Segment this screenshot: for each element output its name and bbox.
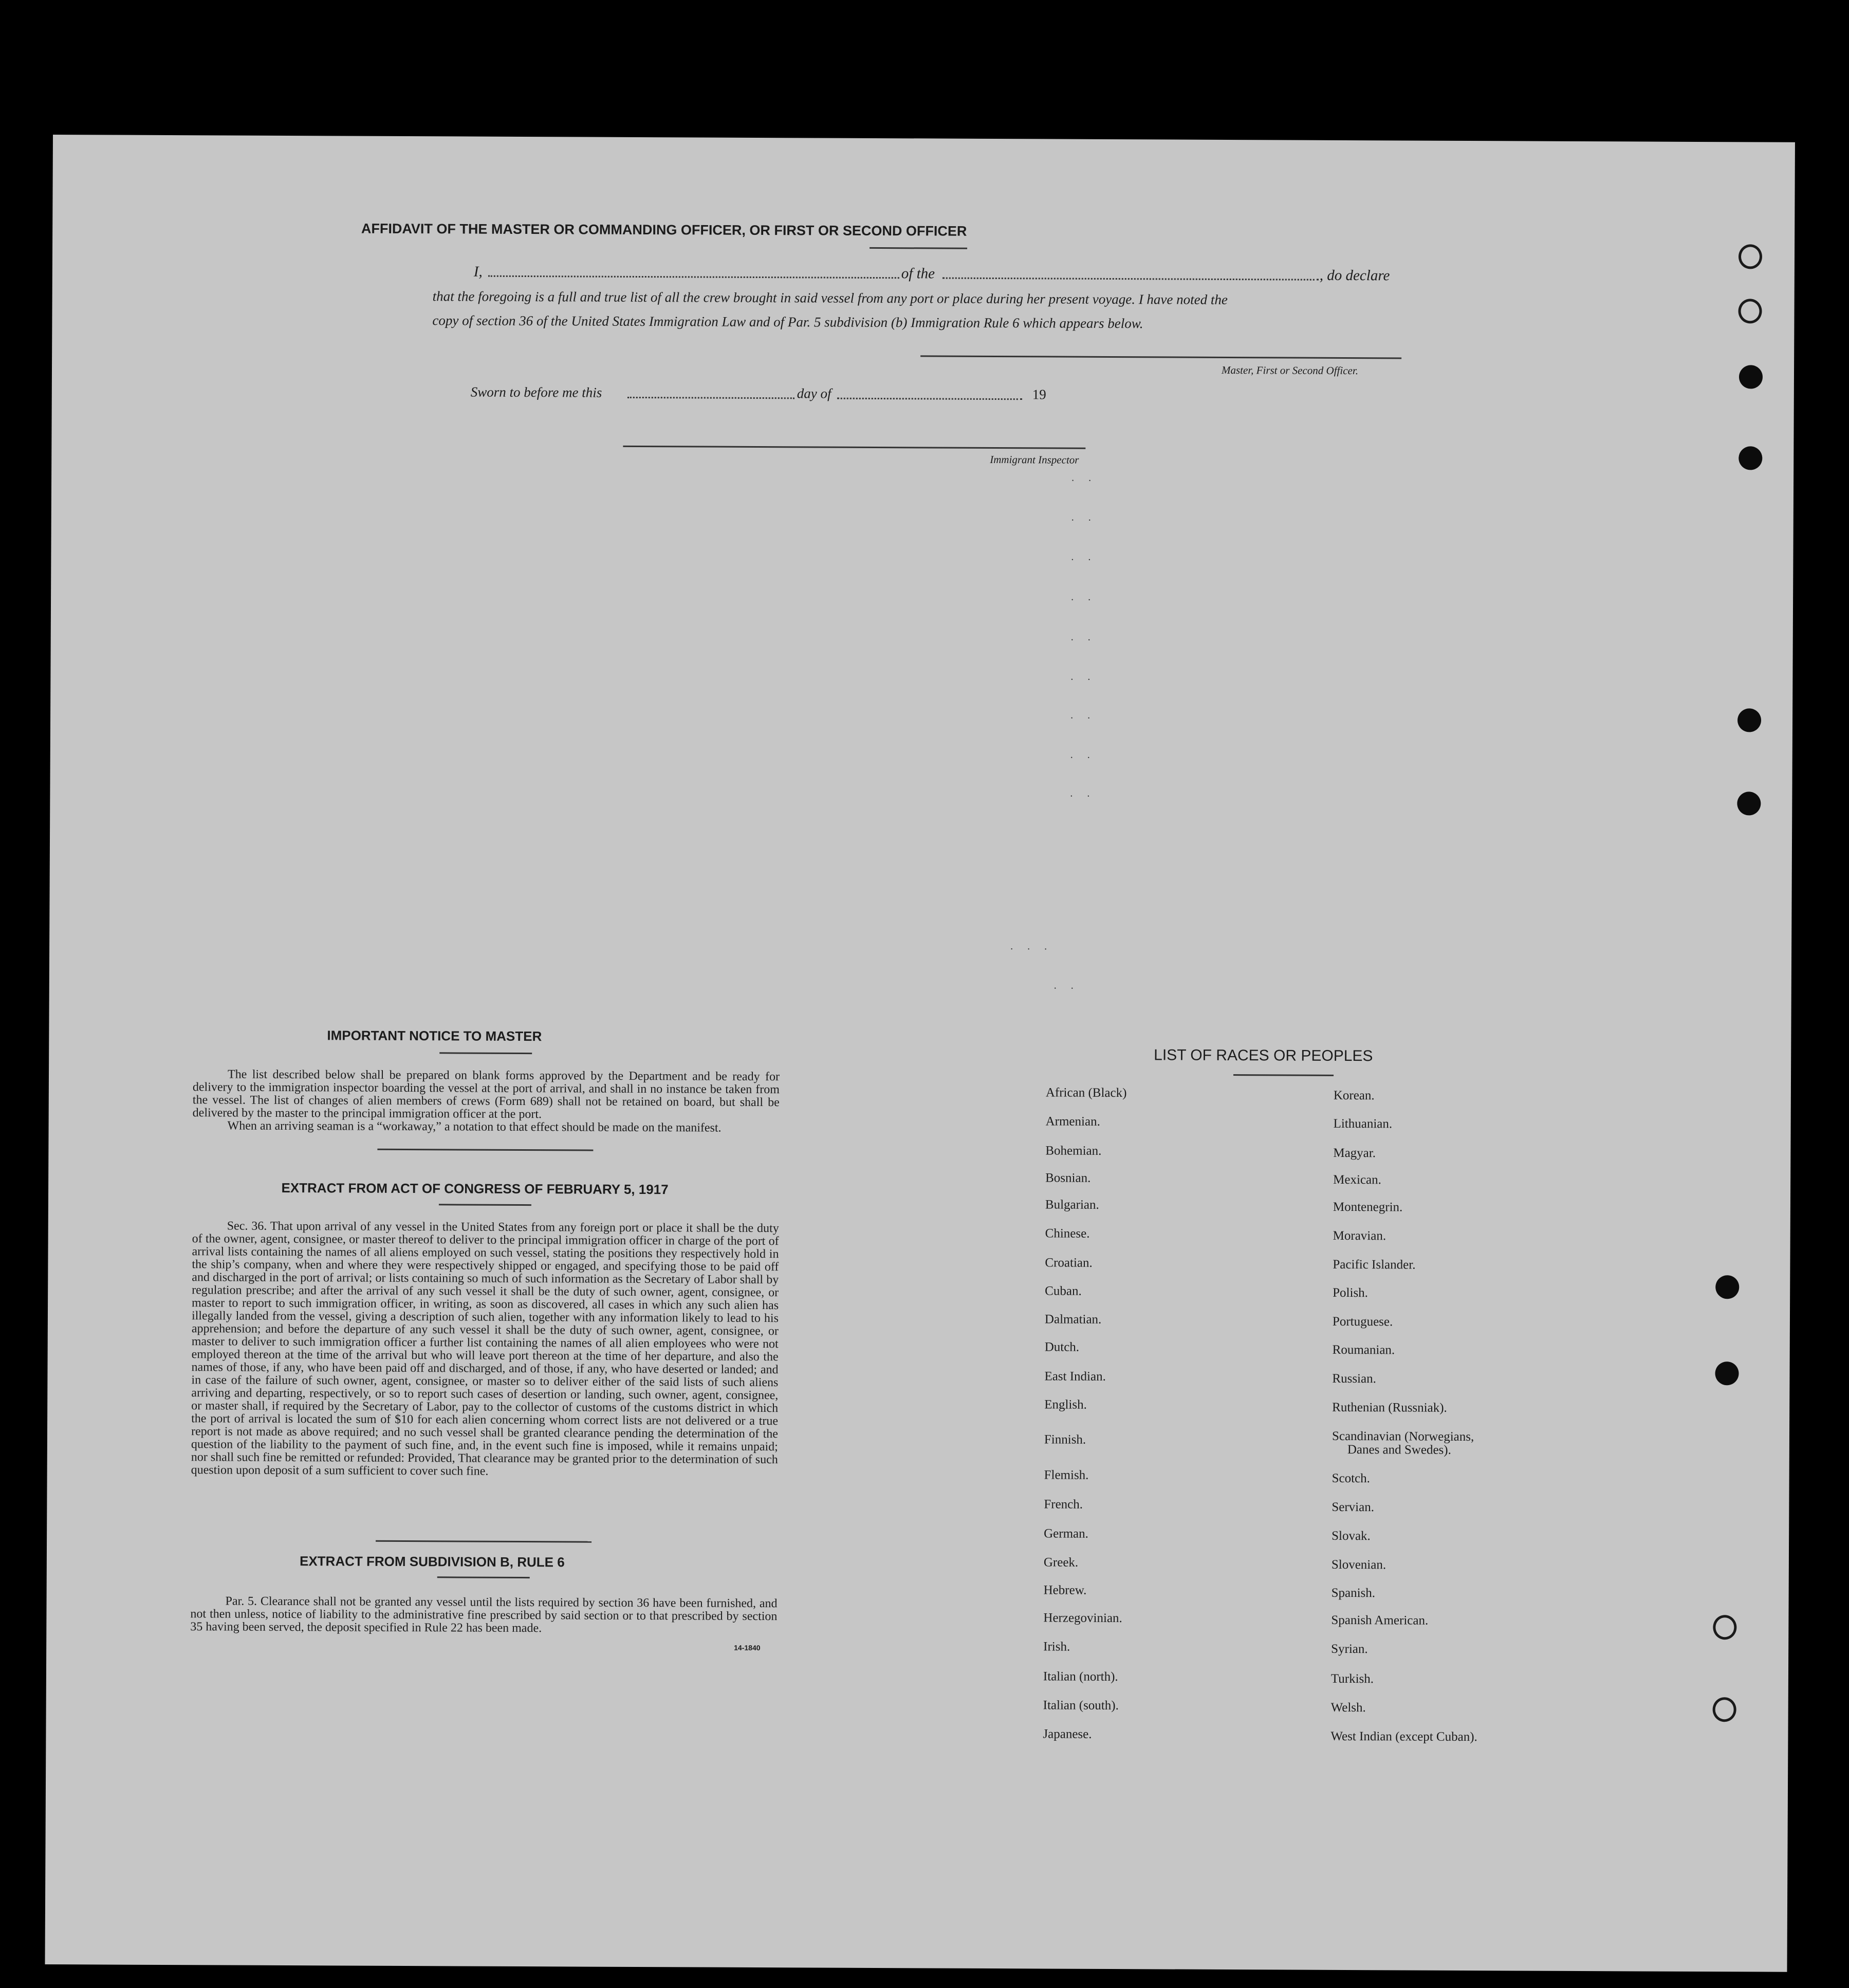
rule-extract-title: EXTRACT FROM SUBDIVISION B, RULE 6 <box>299 1553 565 1570</box>
race-armenian: Armenian. <box>1045 1114 1100 1129</box>
notice-title-underline <box>439 1052 532 1054</box>
inspector-caption: Immigrant Inspector <box>990 453 1079 466</box>
race-syrian: Syrian. <box>1331 1642 1368 1656</box>
binder-hole <box>1739 244 1762 269</box>
races-title: LIST OF RACES OR PEOPLES <box>1154 1046 1373 1065</box>
race-russian: Russian. <box>1332 1371 1376 1386</box>
act-extract-title: EXTRACT FROM ACT OF CONGRESS OF FEBRUARY 5, 1917 <box>281 1180 669 1198</box>
act-title-underline <box>439 1204 531 1206</box>
race-slovenian: Slovenian. <box>1331 1557 1386 1572</box>
notice-body <box>193 1068 780 1135</box>
binder-hole <box>1739 446 1762 470</box>
race-italian-south: Italian (south). <box>1043 1698 1119 1713</box>
race-flemish: Flemish. <box>1044 1468 1089 1482</box>
bleed-through-dots: ... <box>1010 941 1062 952</box>
bleed-through-dots: .. <box>1070 749 1104 761</box>
signature-caption: Master, First or Second Officer. <box>1221 363 1359 377</box>
race-hebrew: Hebrew. <box>1043 1583 1087 1597</box>
race-korean: Korean. <box>1333 1088 1375 1103</box>
race-mexican: Mexican. <box>1333 1172 1381 1187</box>
race-turkish: Turkish. <box>1330 1671 1374 1686</box>
race-servian: Servian. <box>1332 1500 1375 1515</box>
race-montenegrin: Montenegrin. <box>1333 1200 1403 1214</box>
form-page <box>45 135 1795 1972</box>
notice-title: IMPORTANT NOTICE TO MASTER <box>327 1027 542 1044</box>
day-of-text: day of <box>797 385 831 401</box>
bleed-through-dots: .. <box>1071 551 1105 563</box>
year-prefix: 19 <box>1032 386 1046 402</box>
affidavit-line3: copy of section 36 of the United States Immigration Law and of Par. 5 subdivision (b) Immigration Rule 6 which appears below. <box>432 312 1143 332</box>
bleed-through-dots: .. <box>1070 671 1105 683</box>
rule-title-underline <box>437 1576 530 1578</box>
section-divider <box>376 1540 591 1543</box>
bleed-through-dots: .. <box>1071 511 1105 523</box>
sworn-text: Sworn to before me this <box>470 384 602 400</box>
race-bohemian: Bohemian. <box>1045 1144 1102 1158</box>
race-welsh: Welsh. <box>1330 1700 1366 1715</box>
rule-extract-body <box>190 1595 777 1636</box>
race-bosnian: Bosnian. <box>1045 1171 1091 1185</box>
race-pacific-islander: Pacific Islander. <box>1333 1257 1416 1272</box>
bleed-through-dots: .. <box>1071 472 1106 484</box>
race-scandinavian: Scandinavian (Norwegians, <box>1332 1429 1474 1444</box>
master-name-field[interactable] <box>488 275 899 279</box>
binder-hole <box>1737 791 1761 815</box>
binder-hole <box>1713 1615 1736 1640</box>
race-portuguese: Portuguese. <box>1332 1314 1393 1329</box>
affidavit-title: AFFIDAVIT OF THE MASTER OR COMMANDING OFFICER, OR FIRST OR SECOND OFFICER <box>361 220 967 239</box>
race-finnish: Finnish. <box>1044 1432 1086 1447</box>
race-west-indian: West Indian (except Cuban). <box>1330 1729 1477 1744</box>
binder-hole <box>1738 299 1762 323</box>
race-scotch: Scotch. <box>1332 1471 1370 1486</box>
race-french: French. <box>1044 1497 1083 1512</box>
form-number: 14-1840 <box>734 1643 761 1652</box>
race-scandinavian-cont: Danes and Swedes). <box>1347 1443 1451 1457</box>
race-cuban: Cuban. <box>1045 1284 1082 1298</box>
race-herzegovinian: Herzegovinian. <box>1043 1611 1122 1626</box>
affidavit-do-declare: , do declare <box>1319 267 1390 284</box>
bleed-through-dots: .. <box>1070 631 1105 643</box>
race-english: English. <box>1044 1397 1087 1412</box>
race-greek: Greek. <box>1043 1555 1079 1570</box>
binder-hole <box>1715 1275 1739 1299</box>
vessel-name-field[interactable] <box>942 278 1319 281</box>
race-croatian: Croatian. <box>1045 1256 1093 1270</box>
notice-paragraph-2: When an arriving seaman is a “workaway,” a notation to that effect should be made on the manifest. <box>227 1119 722 1135</box>
master-signature-line[interactable] <box>920 355 1401 359</box>
affidavit-i: I, <box>473 263 483 280</box>
binder-hole <box>1737 708 1761 732</box>
section-divider <box>377 1149 593 1151</box>
affidavit-line2: that the foregoing is a full and true list of all the crew brought in said vessel from any port or place during her present voyage. I have noted the <box>432 288 1228 307</box>
race-magyar: Magyar. <box>1333 1146 1376 1161</box>
race-japanese: Japanese. <box>1043 1727 1092 1741</box>
binder-hole <box>1713 1697 1736 1722</box>
affidavit-of-the: of the <box>901 265 935 282</box>
race-chinese: Chinese. <box>1045 1226 1090 1241</box>
race-african: African (Black) <box>1045 1085 1127 1100</box>
sworn-day-field[interactable] <box>627 397 794 399</box>
race-polish: Polish. <box>1333 1285 1369 1300</box>
section-36-text: Sec. 36. That upon arrival of any vessel in the United States from any foreign port or place it shall be the duty of the owner, agent, consignee, or master thereof to deliver to the principal immigration officer in charge of the port of arrival lists containing the names of all aliens employed on such vessel, stating the positions they respectively hold in the ship’s company, when and where they were respectively shipped or engaged, and specifying those to be paid off and discharged in the port of arrival; or lists containing so much of such information as the Secretary of Labor shall by regulation prescribe; and after the arrival of any such vessel it shall be the duty of such owner, agent, consignee, or master to report to such immigration officer, in writing, as soon as discovered, all cases in which any such alien has illegally landed from the vessel, giving a description of such alien, together with any information likely to lead to his apprehension; and before the departure of any such vessel it shall be the duty of such owner, agent, consignee, or master to deliver to such immigration officer a further list containing the names of all alien employees who were not employed thereon at the time of the arrival but who will leave port thereon at the time of her departure, and also the names of those, if any, who have been paid off and discharged, and of those, if any, who have deserted or landed; and in case of the failure of such owner, agent, consignee, or master so to deliver either of the said lists of such aliens arriving and departing, respectively, or so to report such cases of desertion or landing, such owner, agent, consignee, or master shall, if required by the Secretary of Labor, pay to the collector of customs of the customs district in which the port of arrival is located the sum of $10 for each alien concerning whom correct lists are not delivered or a true report is not made as above required; and no such vessel shall be granted clearance pending the determination of the question of the liability to the payment of such fine, and, in the event such fine is imposed, while it remains unpaid; nor shall such fine be remitted or refunded: Provided, That clearance may be granted prior to the determination of such question upon deposit of a sum sufficient to cover such fine. <box>191 1219 779 1478</box>
inspector-signature-line[interactable] <box>623 446 1085 449</box>
race-german: German. <box>1044 1526 1088 1541</box>
bleed-through-dots: .. <box>1071 591 1105 603</box>
race-dutch: Dutch. <box>1044 1340 1080 1354</box>
notice-paragraph-1: The list described below shall be prepared on blank forms approved by the Department and be ready for delivery to the immigration inspector boarding the vessel at the port of arrival, and shall in no instance be taken from the vessel. The list of changes of alien members of crews (Form 689) shall not be retained on board, but shall be delivered by the master to the principal immigration officer at the port. <box>192 1067 780 1121</box>
race-slovak: Slovak. <box>1332 1529 1371 1543</box>
binder-hole <box>1739 365 1763 389</box>
bleed-through-dots: .. <box>1070 787 1104 799</box>
binder-hole <box>1715 1361 1739 1385</box>
race-dalmatian: Dalmatian. <box>1044 1312 1102 1327</box>
race-lithuanian: Lithuanian. <box>1333 1116 1393 1131</box>
race-spanish: Spanish. <box>1331 1586 1376 1600</box>
act-extract-body <box>191 1220 779 1479</box>
par-5-text: Par. 5. Clearance shall not be granted any vessel until the lists required by section 36 have been furnished, and not then unless, notice of liability to the administrative fine prescribed by said section or to that prescribed by section 35 having been served, the deposit specified in Rule 22 has been made. <box>190 1594 778 1635</box>
race-spanish-american: Spanish American. <box>1331 1613 1429 1628</box>
race-east-indian: East Indian. <box>1044 1369 1106 1384</box>
race-roumanian: Roumanian. <box>1332 1342 1395 1357</box>
races-title-underline <box>1233 1074 1334 1076</box>
race-bulgarian: Bulgarian. <box>1045 1198 1099 1212</box>
race-italian-north: Italian (north). <box>1043 1669 1118 1684</box>
race-irish: Irish. <box>1043 1640 1070 1654</box>
race-moravian: Moravian. <box>1333 1228 1386 1243</box>
race-ruthenian: Ruthenian (Russniak). <box>1332 1400 1447 1415</box>
title-underline <box>870 247 967 249</box>
bleed-through-dots: .. <box>1070 709 1105 721</box>
bleed-through-dots: .. <box>1053 980 1088 991</box>
sworn-month-field[interactable] <box>837 398 1022 400</box>
